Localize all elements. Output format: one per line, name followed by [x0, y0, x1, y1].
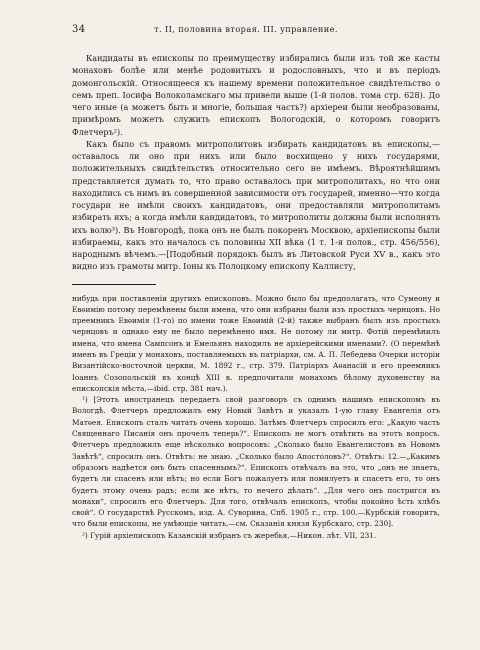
footnote: ¹) [Этотъ иностранецъ передаетъ свой разговоръ съ однимъ нашимъ епископомъ въ Вологдѣ. Флетчеръ предложилъ ему Новый Завѣтъ и указалъ 1-ую главу Евангелія отъ Матѳея. Епископъ сталъ читать очень хорошо. Затѣмъ Флетчеръ спросилъ его: „Какую часть Священнаго Писанія онъ прочелъ теперь?“. Епископъ не могъ отвѣтить на этотъ вопросъ. Флетчеръ предложилъ еще нѣсколько вопросовъ: „Сколько было Евангелистовъ въ Новомъ Завѣтѣ“, спросилъ онъ. Отвѣтъ: не знаю. „Сколько было Апостоловъ?“. Отвѣтъ: 12.—„Какимъ образомъ надѣется онъ быть спасеннымъ?“. Епископъ отвѣчалъ на это, что „онъ не знаетъ, будетъ ли спасенъ или нѣтъ; но если Богъ пожалуетъ или помилуетъ и спасетъ его, то онъ будетъ этому очень радъ; если же нѣтъ, то нечего дѣлать“. „Для чего онъ постригся въ монахи“, спросилъ его Флетчеръ. Для того, отвѣчалъ епископъ, чтобы покойно ѣсть хлѣбъ свой“. О государствѣ Русскомъ, изд. А. Суворина, Спб. 1905 г., стр. 100.—Курбскій говоритъ, что были епископы, не умѣющіе читать,—см. Сказанія князя Курбскаго, стр. 230]. — [72, 395, 440, 529]
footnotes — [72, 293, 440, 542]
footnote-continuation: нибудь при поставленіи другихъ епископовъ. Можно было бы предполагать, что Сумеону и Евѳимію потому перемѣнены были имена, что они избраны были изъ простыхъ чернцовъ. Но преемникъ Евѳимія (1-го) по имени тоже Евѳимій (2-й) также выбранъ былъ изъ простыхъ чернцовъ и однако ему не было перемѣнено имя. Не потому ли митр. Фотій перемѣнилъ имена, что имена Сампсонъ и Емельянъ находилъ не архіерейскими именами?. (О перемѣнѣ именъ въ Греціи у монаховъ, поставляемыхъ въ патріархи, см. А. П. Лебедева Очерки исторіи Византійско-восточной церкви, М. 1892 г., стр. 379. Патріархъ Аѳанасій и его преемникъ Іоаннъ Созопольскій въ концѣ XIII в. предпочитали монахомъ бѣлому духовенству на епископскія мѣста,—ibid. стр. 381 нач.). — [72, 293, 440, 393]
main-paragraph: Кандидаты въ епископы по преимуществу избирались были изъ той же касты монаховъ болѣе или менѣе родовитыхъ и родословныхъ, что и въ періодъ домонгольскій. Относящееся къ нашему времени положительное свидѣтельство о семъ преп. Іосифа Волоколамскаго мы привели выше (1-й полов. тома стр. 628). До чего иные (а можетъ быть и многіе, большая часть?) архіереи были необразованы, примѣромъ можетъ служить епископъ Вологодскій, о которомъ говоритъ Флетчеръ²). — [72, 53, 440, 137]
page-number: 34 — [72, 24, 86, 35]
main-text — [72, 52, 440, 273]
main-paragraph: Какъ было съ правомъ митрополитовъ избирать кандидатовъ въ епископы,—оставалось ли оно при нихъ или было восхищено у нихъ государями, положительныхъ свидѣтельствъ относительно сего не имѣемъ. Вѣроятнѣйшимъ представляется думать то, что право оставалось при митрополитахъ, но что они находились съ нимъ въ совершенной зависимости отъ государей, именно—что когда государи не имѣли своихъ кандидатовъ, они предоставляли митрополитамъ избирать ихъ; а когда имѣли кандидатовъ, то митрополиты должны были исполнять ихъ волю³). Въ Новгородѣ, пока онъ не былъ покоренъ Москвою, архіепископы были избираемы, какъ это началось съ половины XII вѣка (1 т. 1-я полов., стр. 456/556), народнымъ вѣчемъ.—[Подобный порядокъ былъ въ Литовской Руси XV в., какъ это видно изъ грамоты митр. Іоны къ Полоцкому епископу Каллисту, — [72, 138, 440, 272]
footnote-divider — [72, 284, 156, 285]
running-head: т. II, половина вторая. III. управление. — [154, 24, 338, 34]
footnote: ²) Гурій архіепископъ Казанскій избранъ съ жеребья,—Никон. лѣт. VII, 231. — [82, 530, 377, 540]
page-header — [72, 24, 440, 42]
